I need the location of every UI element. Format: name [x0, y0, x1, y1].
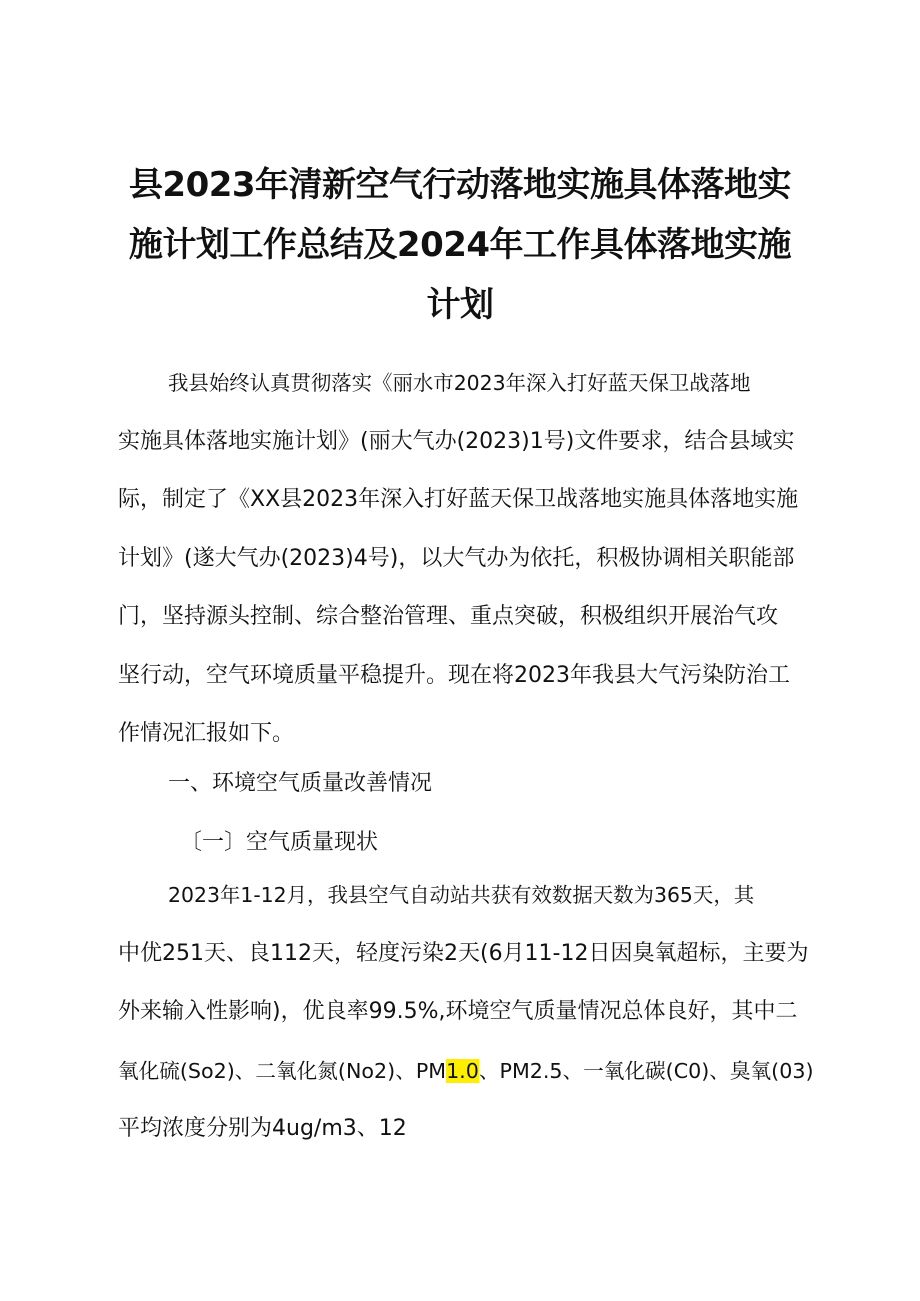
line-text: 、PM2.5、一氧化碳(C0)、臭氧(03) [478, 1058, 814, 1083]
paragraph-line: 2023年1-12月，我县空气自动站共获有效数据天数为365天，其 [168, 883, 755, 907]
paragraph-line: 外来输入性影响)，优良率99.5%,环境空气质量情况总体良好，其中二 [118, 999, 798, 1024]
intro-paragraph [118, 354, 814, 764]
paragraph-line: 坚行动，空气环境质量平稳提升。现在将2023年我县大气污染防治工 [118, 662, 790, 688]
paragraph-line [118, 1042, 814, 1101]
section-heading: 一、环境空气质量改善情况 [168, 771, 433, 796]
paragraph-line: 实施具体落地实施计划》(丽大气办(2023)1号)文件要求，结合县域实 [118, 428, 795, 454]
line-text: 氧化硫(So2)、二氧化氮(No2)、PM [118, 1058, 447, 1083]
paragraph-line: 中优251天、良112天，轻度污染2天(6月11-12日因臭氧超标，主要为 [118, 940, 809, 966]
subsection-heading: 〔一〕空气质量现状 [180, 830, 379, 855]
paragraph-line: 际，制定了《XX县2023年深入打好蓝天保卫战落地实施具体落地实施 [118, 487, 799, 512]
title-line: 县2023年清新空气行动落地实施具体落地实 [128, 165, 792, 205]
title-line: 计划 [426, 285, 494, 325]
paragraph-line: 我县始终认真贯彻落实《丽水市2023年深入打好蓝天保卫战落地 [168, 371, 751, 395]
document-title [100, 155, 820, 335]
paragraph-line: 作情况汇报如下。 [118, 721, 295, 746]
paragraph-line: 平均浓度分别为4ug/m3、12 [118, 1116, 407, 1141]
title-line: 施计划工作总结及2024年工作具体落地实施 [128, 225, 792, 265]
paragraph-line: 门，坚持源头控制、综合整治管理、重点突破，积极组织开展治气攻 [118, 604, 779, 629]
status-paragraph [118, 866, 814, 1159]
paragraph-line: 计划》(遂大气办(2023)4号)，以大气办为依托，积极协调相关职能部 [118, 545, 795, 571]
highlighted-text: 1.0 [446, 1058, 479, 1083]
